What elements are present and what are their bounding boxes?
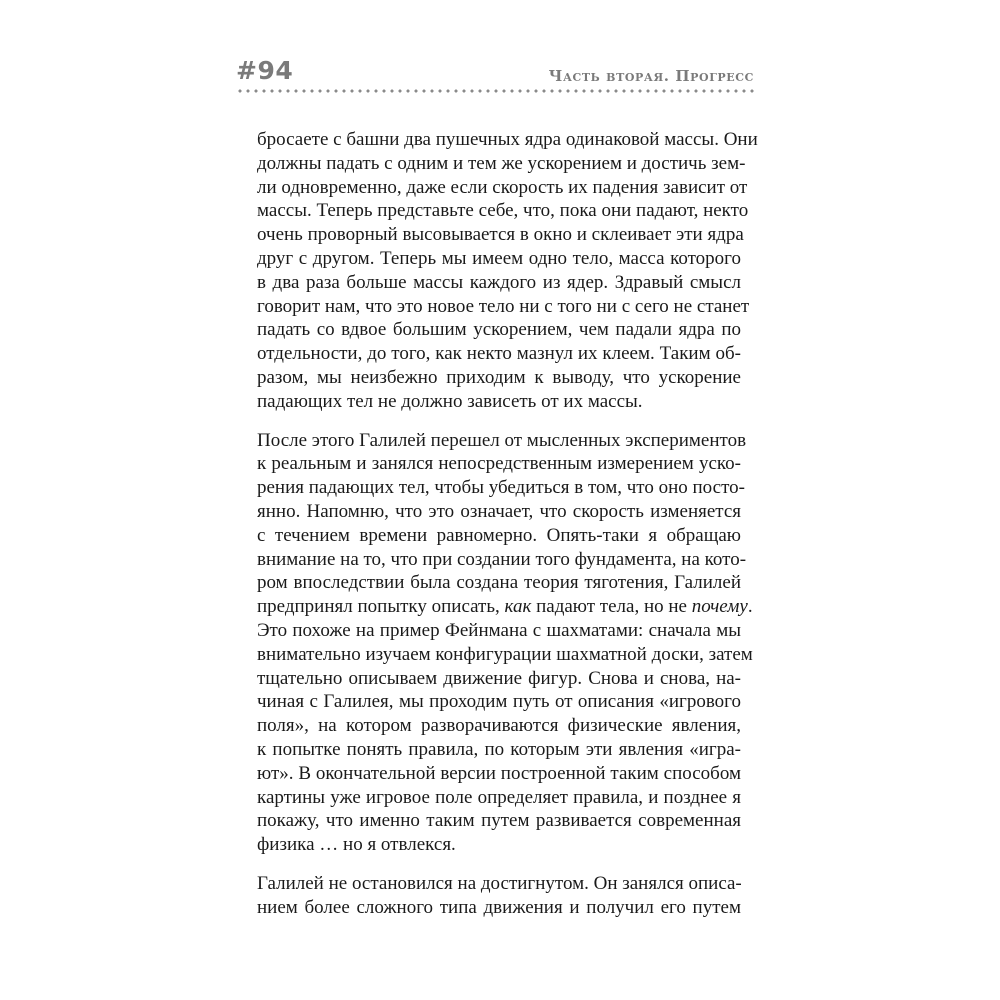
text-line: ли одновременно, даже если скорость их падения зависит от — [257, 176, 748, 198]
text-line: чиная с Галилея, мы проходим путь от описания «игрового — [257, 691, 741, 713]
text-line: друг с другом. Теперь мы имеем одно тело, масса которого — [257, 247, 741, 269]
paragraph-3 — [257, 872, 741, 920]
paragraph-2 — [257, 429, 753, 857]
paragraph-1 — [257, 128, 758, 414]
running-title: Часть вторая. Прогресс — [548, 67, 754, 85]
text-line: с течением времени равномерно. Опять-таки я обращаю — [257, 524, 741, 546]
text-line: тщательно описываем движение фигур. Снова и снова, на- — [257, 667, 741, 689]
page-number: #94 — [236, 56, 294, 85]
text-line: падать со вдвое большим ускорением, чем падали ядра по — [257, 319, 741, 341]
text-line: поля», на котором разворачиваются физические явления, — [257, 715, 741, 737]
text-line: очень проворный высовывается в окно и склеивает эти ядра — [257, 224, 744, 246]
text-fragment: . — [747, 596, 753, 618]
text-fragment: падают тела, но не — [531, 596, 692, 618]
emphasis-how: как — [504, 596, 532, 618]
text-line: физика … но я отвлекся. — [257, 834, 456, 856]
text-line: рения падающих тел, чтобы убедиться в том, что оно посто- — [257, 477, 745, 499]
text-line: После этого Галилей перешел от мысленных экспериментов — [257, 429, 747, 451]
page-header — [236, 56, 754, 96]
text-line: Галилей не остановился на достигнутом. Он занялся описа- — [257, 872, 742, 894]
text-line: ют». В окончательной версии построенной таким способом — [257, 762, 741, 784]
text-line: нием более сложного типа движения и получил его путем — [257, 896, 741, 918]
text-line: к попытке понять правила, по которым эти явления «игра- — [257, 738, 741, 760]
text-line: картины уже игровое поле определяет правила, и позднее я — [257, 786, 741, 808]
text-line: бросаете с башни два пушечных ядра одинаковой массы. Они — [257, 129, 758, 150]
text-fragment: предпринял попытку описать, — [257, 596, 505, 618]
text-line: говорит нам, что это новое тело ни с того ни с сего не станет — [257, 295, 750, 317]
text-line: Это похоже на пример Фейнмана с шахматами: сначала мы — [257, 619, 741, 641]
text-line: покажу, что именно таким путем развивается современная — [257, 810, 741, 832]
text-line: янно. Напомню, что это означает, что скорость изменяется — [257, 500, 741, 522]
dotted-rule — [236, 89, 754, 93]
text-line: массы. Теперь представьте себе, что, пока они падают, некто — [257, 200, 749, 222]
text-line: в два раза больше массы каждого из ядер. Здравый смысл — [257, 271, 741, 293]
text-line: ром впоследствии была создана теория тяготения, Галилей — [257, 572, 741, 594]
emphasis-why: почему — [691, 596, 748, 618]
text-line-with-emphasis — [257, 595, 753, 619]
text-line: внимание на то, что при создании того фундамента, на кото- — [257, 548, 747, 570]
text-line: разом, мы неизбежно приходим к выводу, что ускорение — [257, 366, 741, 388]
text-line: внимательно изучаем конфигурации шахматной доски, затем — [257, 643, 753, 665]
text-line: к реальным и занялся непосредственным измерением уско- — [257, 453, 741, 475]
text-line: падающих тел не должно зависеть от их массы. — [257, 390, 643, 412]
text-line: отдельности, до того, как некто мазнул их клеем. Таким об- — [257, 343, 741, 365]
body-text — [257, 128, 758, 935]
text-line: должны падать с одним и тем же ускорением и достичь зем- — [257, 152, 746, 174]
